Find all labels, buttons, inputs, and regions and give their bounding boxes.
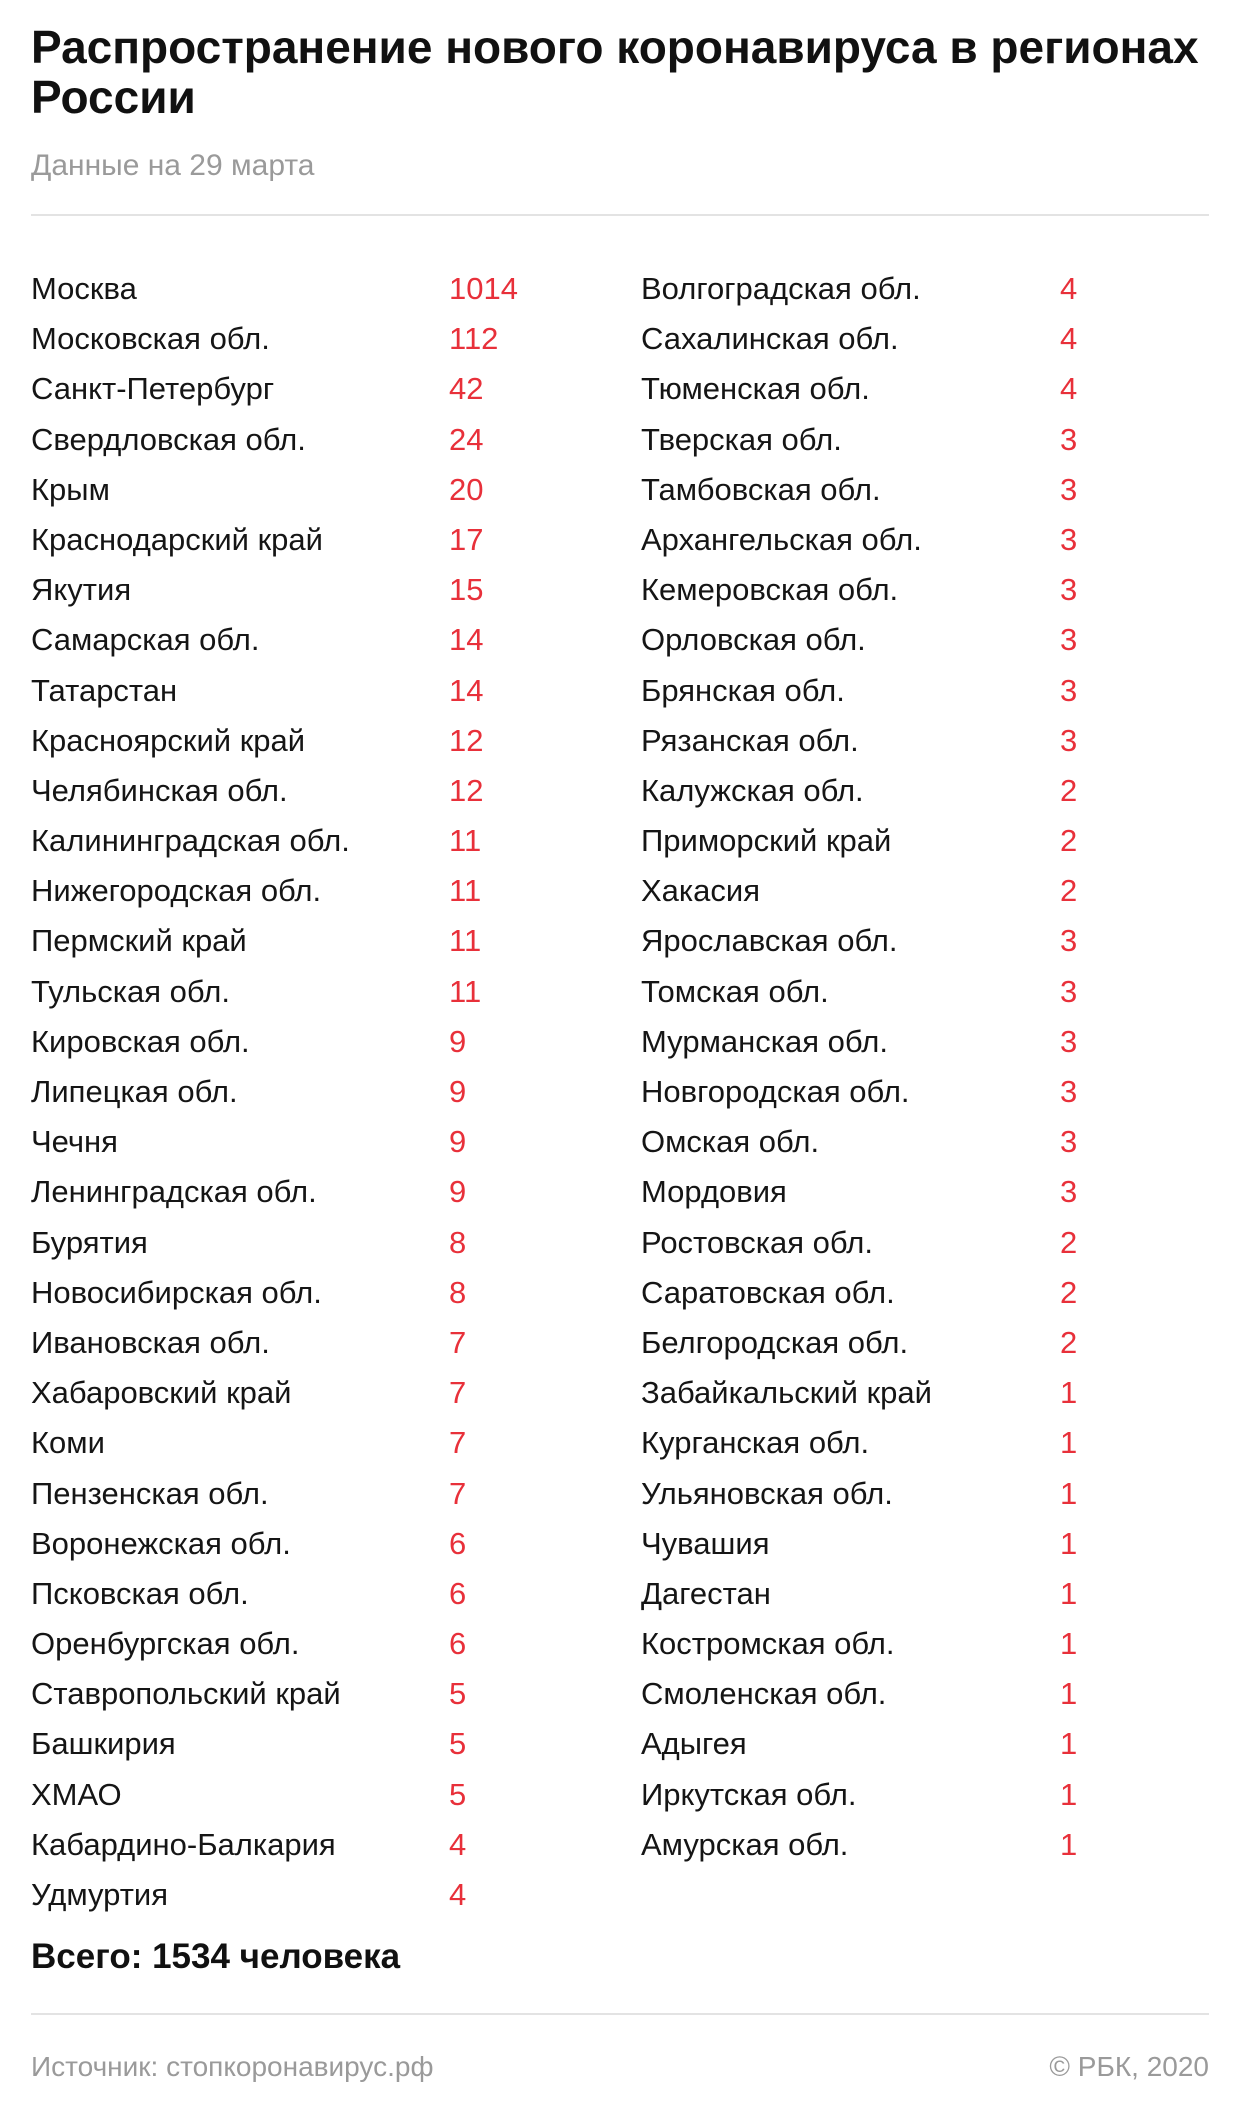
case-count: 3 <box>1060 1124 1078 1160</box>
region-name: Забайкальский край <box>641 1375 932 1411</box>
table-row <box>31 766 601 816</box>
case-count: 11 <box>449 823 482 859</box>
table-row <box>31 1218 601 1268</box>
region-name: Чечня <box>31 1124 118 1160</box>
table-row <box>641 314 1211 364</box>
table-row <box>641 1067 1211 1117</box>
bottom-divider <box>31 2013 1209 2015</box>
table-row <box>31 1368 601 1418</box>
region-name: Амурская обл. <box>641 1826 849 1862</box>
case-count: 4 <box>449 1826 467 1862</box>
region-name: Белгородская обл. <box>641 1324 909 1360</box>
case-count: 1 <box>1060 1826 1078 1862</box>
region-name: Кировская обл. <box>31 1023 250 1059</box>
table-row <box>641 766 1211 816</box>
region-name: Бурятия <box>31 1224 148 1260</box>
region-name: Дагестан <box>641 1575 771 1611</box>
table-row <box>641 364 1211 414</box>
region-name: Калининградская обл. <box>31 823 350 859</box>
region-name: Оренбургская обл. <box>31 1626 300 1662</box>
case-count: 2 <box>1060 1324 1078 1360</box>
region-name: Новосибирская обл. <box>31 1274 322 1310</box>
region-name: Смоленская обл. <box>641 1676 887 1712</box>
table-row <box>641 615 1211 665</box>
region-name: Кемеровская обл. <box>641 572 899 608</box>
region-name: Ульяновская обл. <box>641 1475 893 1511</box>
region-name: Волгоградская обл. <box>641 271 921 306</box>
case-count: 4 <box>1060 371 1078 407</box>
region-name: Москва <box>31 271 137 306</box>
table-row <box>641 465 1211 515</box>
region-name: Коми <box>31 1425 105 1461</box>
table-row <box>641 1167 1211 1217</box>
region-name: Пермский край <box>31 923 247 959</box>
case-count: 1 <box>1060 1375 1078 1411</box>
table-row <box>641 967 1211 1017</box>
table-row <box>31 1820 601 1870</box>
case-count: 24 <box>449 421 484 457</box>
case-count: 20 <box>449 471 484 507</box>
case-count: 11 <box>449 873 482 909</box>
case-count: 6 <box>449 1626 467 1662</box>
table-row <box>31 816 601 866</box>
table-row <box>31 515 601 565</box>
copyright-note: © РБК, 2020 <box>1049 2051 1209 2082</box>
table-row <box>641 1669 1211 1719</box>
region-name: Омская обл. <box>641 1124 820 1160</box>
table-row <box>31 1719 601 1769</box>
region-name: Новгородская обл. <box>641 1074 910 1109</box>
case-count: 3 <box>1060 973 1078 1009</box>
table-row <box>641 1770 1211 1820</box>
region-name: Ярославская обл. <box>641 923 898 959</box>
region-name: Удмуртия <box>31 1877 169 1912</box>
region-name: Хабаровский край <box>31 1375 292 1411</box>
region-name: Якутия <box>31 572 132 608</box>
region-name: Иркутская обл. <box>641 1776 857 1812</box>
case-count: 2 <box>1060 1224 1078 1260</box>
region-name: Пензенская обл. <box>31 1475 269 1511</box>
region-name: Тульская обл. <box>31 973 230 1009</box>
table-row <box>641 1368 1211 1418</box>
case-count: 1 <box>1060 1525 1078 1561</box>
region-name: Самарская обл. <box>31 622 260 658</box>
case-count: 4 <box>449 1877 467 1912</box>
case-count: 3 <box>1060 421 1078 457</box>
table-row <box>31 1017 601 1067</box>
table-row <box>641 816 1211 866</box>
table-row <box>31 1519 601 1569</box>
table-row <box>641 1318 1211 1368</box>
page-title: Распространение нового коронавируса в регионах России <box>31 21 1199 123</box>
case-count: 1 <box>1060 1776 1078 1812</box>
case-count: 3 <box>1060 1174 1078 1210</box>
table-row <box>31 364 601 414</box>
table-row <box>31 967 601 1017</box>
case-count: 11 <box>449 923 482 959</box>
case-count: 9 <box>449 1074 467 1109</box>
region-name: Саратовская обл. <box>641 1274 895 1310</box>
region-name: Псковская обл. <box>31 1575 249 1611</box>
region-name: Тамбовская обл. <box>641 471 881 507</box>
case-count: 42 <box>449 371 484 407</box>
region-name: Тюменская обл. <box>641 371 870 407</box>
table-row <box>31 1167 601 1217</box>
case-count: 5 <box>449 1676 467 1712</box>
case-count: 8 <box>449 1274 467 1310</box>
case-count: 3 <box>1060 572 1078 608</box>
case-count: 12 <box>449 772 484 808</box>
case-count: 8 <box>449 1224 467 1260</box>
region-name: Мурманская обл. <box>641 1023 888 1059</box>
region-name: Тверская обл. <box>641 421 842 457</box>
table-row <box>31 314 601 364</box>
source-note: Источник: стопкоронавирус.рф <box>31 2051 434 2082</box>
region-name: Адыгея <box>641 1726 747 1762</box>
case-count: 9 <box>449 1023 467 1059</box>
case-count: 5 <box>449 1776 467 1812</box>
region-name: Татарстан <box>31 672 178 708</box>
case-count: 15 <box>449 572 484 608</box>
region-name: Кабардино-Балкария <box>31 1826 336 1862</box>
table-row <box>31 1469 601 1519</box>
table-row <box>31 716 601 766</box>
top-divider <box>31 214 1209 216</box>
table-row <box>641 666 1211 716</box>
region-name: Свердловская обл. <box>31 421 306 457</box>
case-count: 3 <box>1060 1023 1078 1059</box>
case-count: 3 <box>1060 672 1078 708</box>
table-row <box>31 465 601 515</box>
table-row <box>641 1017 1211 1067</box>
case-count: 3 <box>1060 622 1078 658</box>
table-row <box>31 666 601 716</box>
region-list-left <box>31 264 601 1920</box>
case-count: 3 <box>1060 1074 1078 1109</box>
table-row <box>641 1719 1211 1769</box>
case-count: 9 <box>449 1124 467 1160</box>
table-row <box>641 1469 1211 1519</box>
table-row <box>31 1418 601 1468</box>
table-row <box>641 264 1211 314</box>
region-name: Ленинградская обл. <box>31 1174 317 1210</box>
region-name: Калужская обл. <box>641 772 864 808</box>
case-count: 7 <box>449 1475 467 1511</box>
table-row <box>641 1418 1211 1468</box>
page-subtitle: Данные на 29 марта <box>31 149 315 182</box>
case-count: 9 <box>449 1174 467 1210</box>
case-count: 4 <box>1060 271 1078 306</box>
case-count: 2 <box>1060 823 1078 859</box>
region-name: Костромская обл. <box>641 1626 895 1662</box>
region-name: Крым <box>31 471 110 507</box>
table-row <box>641 716 1211 766</box>
region-name: Сахалинская обл. <box>641 321 899 357</box>
case-count: 5 <box>449 1726 467 1762</box>
case-count: 17 <box>449 521 484 557</box>
region-name: Брянская обл. <box>641 672 845 708</box>
table-row <box>31 866 601 916</box>
region-name: Томская обл. <box>641 973 829 1009</box>
case-count: 2 <box>1060 873 1078 909</box>
region-name: Ростовская обл. <box>641 1224 873 1260</box>
table-row <box>31 264 601 314</box>
table-row <box>641 1268 1211 1318</box>
case-count: 3 <box>1060 923 1078 959</box>
case-count: 1 <box>1060 1475 1078 1511</box>
case-count: 12 <box>449 722 484 758</box>
table-row <box>31 1569 601 1619</box>
region-name: Рязанская обл. <box>641 722 859 758</box>
table-row <box>641 916 1211 966</box>
region-name: Ивановская обл. <box>31 1324 270 1360</box>
case-count: 1 <box>1060 1726 1078 1762</box>
case-count: 1 <box>1060 1575 1078 1611</box>
table-row <box>31 1619 601 1669</box>
region-name: Красноярский край <box>31 722 306 758</box>
table-row <box>31 415 601 465</box>
total-count: Всего: 1534 человека <box>31 1937 401 1976</box>
case-count: 1 <box>1060 1626 1078 1662</box>
region-name: Воронежская обл. <box>31 1525 291 1561</box>
case-count: 6 <box>449 1575 467 1611</box>
case-count: 7 <box>449 1324 467 1360</box>
table-row <box>641 565 1211 615</box>
table-row <box>641 1117 1211 1167</box>
table-row <box>641 1218 1211 1268</box>
case-count: 14 <box>449 672 484 708</box>
table-row <box>641 515 1211 565</box>
region-name: Курганская обл. <box>641 1425 870 1461</box>
table-row <box>641 866 1211 916</box>
table-row <box>641 1619 1211 1669</box>
case-count: 1 <box>1060 1676 1078 1712</box>
table-row <box>31 1067 601 1117</box>
region-name: Ставропольский край <box>31 1676 341 1712</box>
case-count: 112 <box>449 321 499 357</box>
table-row <box>31 1117 601 1167</box>
case-count: 14 <box>449 622 484 658</box>
table-row <box>641 1569 1211 1619</box>
table-row <box>31 1770 601 1820</box>
region-name: Краснодарский край <box>31 521 323 557</box>
case-count: 11 <box>449 973 482 1009</box>
case-count: 4 <box>1060 321 1078 357</box>
table-row <box>31 1870 601 1920</box>
region-name: Нижегородская обл. <box>31 873 322 909</box>
case-count: 3 <box>1060 521 1078 557</box>
table-row <box>31 615 601 665</box>
region-name: Чувашия <box>641 1525 770 1561</box>
region-name: Хакасия <box>641 873 761 909</box>
case-count: 7 <box>449 1425 467 1461</box>
case-count: 1 <box>1060 1425 1078 1461</box>
case-count: 2 <box>1060 772 1078 808</box>
case-count: 3 <box>1060 471 1078 507</box>
region-name: Башкирия <box>31 1726 176 1762</box>
table-row <box>31 1669 601 1719</box>
table-row <box>31 1268 601 1318</box>
table-row <box>31 916 601 966</box>
case-count: 6 <box>449 1525 467 1561</box>
table-row <box>31 565 601 615</box>
region-name: Московская обл. <box>31 321 270 357</box>
case-count: 1014 <box>449 271 518 306</box>
region-name: Санкт-Петербург <box>31 371 275 407</box>
table-row <box>641 1820 1211 1870</box>
region-name: Орловская обл. <box>641 622 866 658</box>
table-row <box>31 1318 601 1368</box>
region-list-right <box>641 264 1211 1870</box>
region-name: Липецкая обл. <box>31 1074 238 1109</box>
table-row <box>641 1519 1211 1569</box>
region-name: Челябинская обл. <box>31 772 288 808</box>
case-count: 2 <box>1060 1274 1078 1310</box>
region-name: Мордовия <box>641 1174 787 1210</box>
region-name: ХМАО <box>31 1776 122 1812</box>
region-name: Приморский край <box>641 823 892 859</box>
table-row <box>641 415 1211 465</box>
region-name: Архангельская обл. <box>641 521 922 557</box>
case-count: 7 <box>449 1375 467 1411</box>
case-count: 3 <box>1060 722 1078 758</box>
